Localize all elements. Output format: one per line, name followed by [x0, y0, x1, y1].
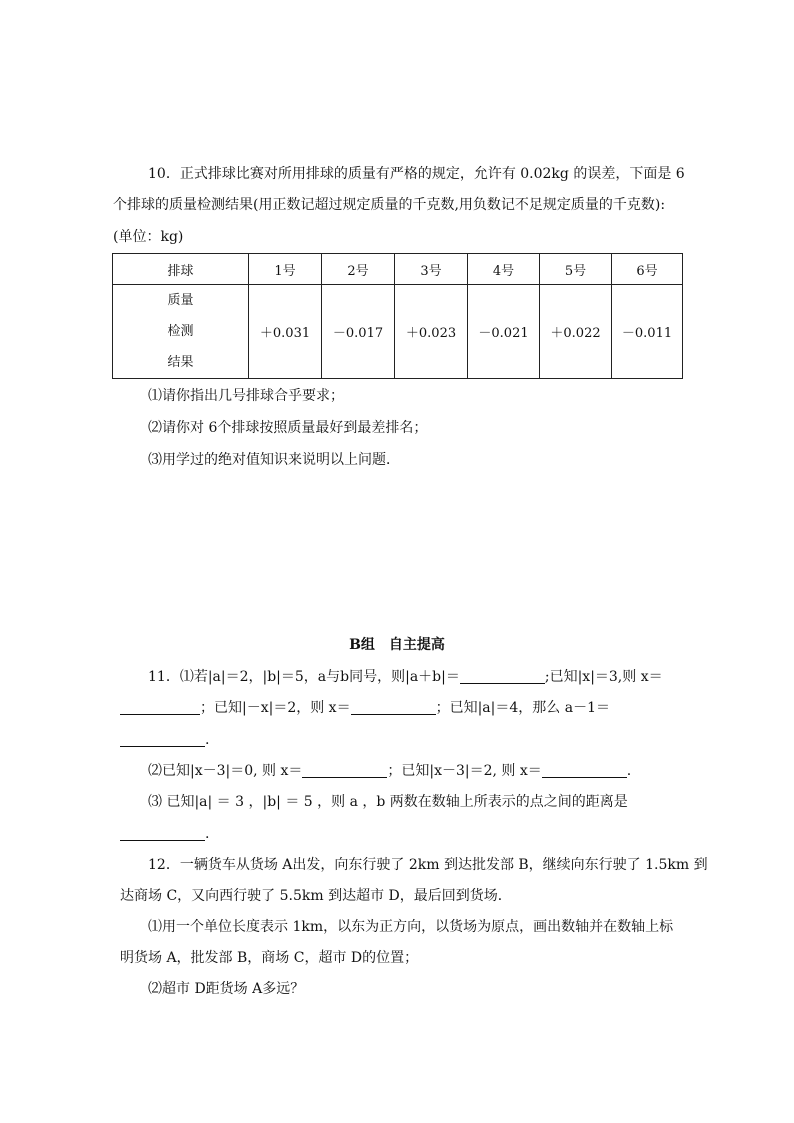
q12-line5: ⑵超市 D距货场 A多远？ — [148, 981, 305, 997]
q10-text-line1: 10．正式排球比赛对所用排球的质量有严格的规定，允许有 0.02kg 的误差，下面是 6 — [148, 166, 685, 182]
value-cell: ＋0.023 — [395, 285, 468, 379]
q10-sub1: ⑴请你指出几号排球合乎要求； — [148, 388, 344, 404]
answer-blank[interactable] — [460, 669, 545, 684]
volleyball-quality-table — [112, 253, 683, 379]
answer-blank[interactable] — [351, 700, 436, 715]
q11-text: . — [205, 732, 210, 748]
header-cell: 3号 — [395, 254, 468, 285]
row-label-cell — [113, 285, 249, 379]
value-cell: ＋0.031 — [249, 285, 322, 379]
q10-sub3: ⑶用学过的绝对值知识来说明以上问题． — [148, 452, 400, 468]
row-label-part: 检测 — [167, 324, 194, 339]
value-cell: ＋0.022 — [540, 285, 612, 379]
q11-text: 11．⑴若|a|＝2，|b|＝5，a与b同号，则|a＋b|＝ — [148, 669, 460, 685]
answer-blank[interactable] — [120, 826, 205, 841]
header-cell: 2号 — [322, 254, 395, 285]
q10-text-line2: 个排球的质量检测结果(用正数记超过规定质量的千克数,用负数记不足规定质量的千克数): — [113, 197, 666, 213]
q11-line2 — [120, 698, 610, 718]
q11-line1 — [148, 667, 663, 687]
table-header-row — [113, 254, 683, 285]
q11-text: ；已知|x－3|＝2, 则 x＝ — [387, 763, 542, 779]
q11-line5: ⑶ 已知|a| ＝ 3 ，|b| ＝ 5 ，则 a ，b 两数在数轴上所表示的点之间的距离是 — [148, 794, 628, 810]
q12-line2: 达商场 C，又向西行驶了 5.5km 到达超市 D，最后回到货场． — [120, 888, 512, 904]
q11-line4 — [148, 761, 631, 781]
answer-blank[interactable] — [120, 700, 200, 715]
group-title: B组 自主提高 — [349, 637, 445, 653]
q11-text: . — [205, 826, 210, 842]
q12-line4: 明货场 A，批发部 B，商场 C，超市 D的位置； — [120, 950, 419, 966]
q11-text: ；已知|－x|＝2，则 x＝ — [200, 700, 351, 716]
q12-line3: ⑴用一个单位长度表示 1km，以东为正方向，以货场为原点，画出数轴并在数轴上标 — [148, 919, 674, 935]
header-cell: 5号 — [540, 254, 612, 285]
value-cell: －0.017 — [322, 285, 395, 379]
value-cell: －0.021 — [468, 285, 540, 379]
q11-text: ;已知|x|＝3,则 x＝ — [544, 669, 663, 685]
header-cell: 1号 — [249, 254, 322, 285]
q11-text: . — [626, 763, 632, 779]
q11-text: ；已知|a|＝4，那么 a－1＝ — [435, 700, 610, 716]
answer-blank[interactable] — [120, 732, 205, 747]
header-cell: 4号 — [468, 254, 540, 285]
q11-text: ⑵已知|x－3|＝0, 则 x＝ — [148, 763, 303, 779]
row-label-part: 结果 — [167, 355, 194, 370]
q10-sub2: ⑵请你对 6个排球按照质量最好到最差排名； — [148, 420, 428, 436]
header-cell: 排球 — [113, 254, 249, 285]
q11-line6 — [120, 824, 209, 844]
table-row — [113, 285, 683, 379]
q12-line1: 12．一辆货车从货场 A出发，向东行驶了 2km 到达批发部 B，继续向东行驶了 1.5km 到 — [148, 857, 708, 873]
answer-blank[interactable] — [542, 763, 627, 778]
value-cell: －0.011 — [612, 285, 683, 379]
row-label-part: 质量 — [167, 293, 194, 308]
answer-blank[interactable] — [302, 763, 387, 778]
header-cell: 6号 — [612, 254, 683, 285]
q11-line3 — [120, 730, 209, 750]
q10-unit: (单位：kg) — [113, 229, 184, 245]
